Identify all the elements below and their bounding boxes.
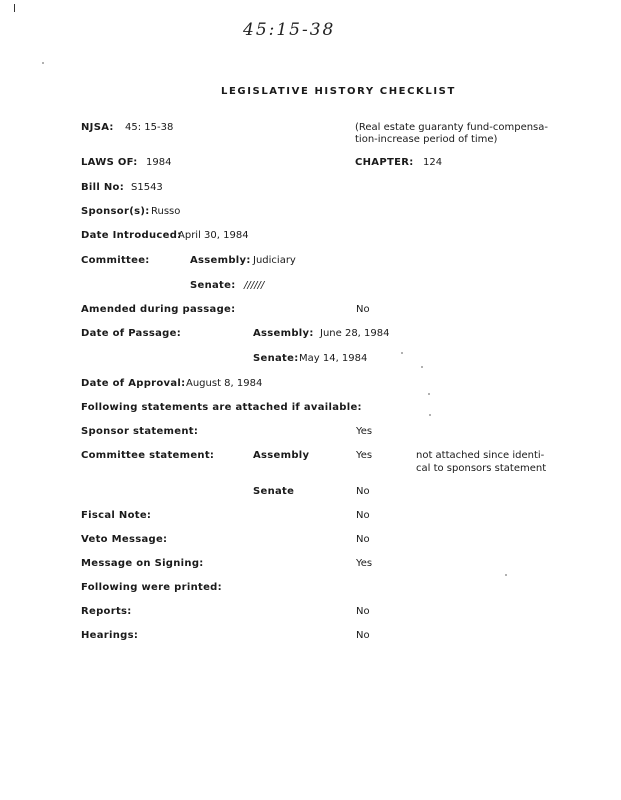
bill-no-value: S1543 <box>131 182 163 193</box>
date-of-approval-value: August 8, 1984 <box>186 378 263 389</box>
veto-message-label: Veto Message: <box>81 534 168 545</box>
sponsor-statement-label: Sponsor statement: <box>81 426 199 437</box>
sponsor-statement-value: Yes <box>356 426 373 437</box>
committee-label: Committee: <box>81 255 150 266</box>
passage-senate-label: Senate: <box>253 353 299 364</box>
committee-assembly-value: Judiciary <box>253 255 296 266</box>
following-attached-heading: Following statements are attached if available: <box>81 402 362 413</box>
committee-statement-assembly-value: Yes <box>356 450 373 461</box>
message-on-signing-label: Message on Signing: <box>81 558 204 569</box>
njsa-label: NJSA: <box>81 122 114 133</box>
following-printed-heading: Following were printed: <box>81 582 222 593</box>
committee-statement-senate-label: Senate <box>253 486 295 497</box>
date-introduced-value: April 30, 1984 <box>178 230 249 241</box>
njsa-value: 45: 15-38 <box>125 122 174 133</box>
page-title: LEGISLATIVE HISTORY CHECKLIST <box>221 86 456 97</box>
sponsors-value: Russo <box>151 206 181 217</box>
fiscal-note-label: Fiscal Note: <box>81 510 152 521</box>
scan-speck <box>42 62 44 64</box>
description-line-1: (Real estate guaranty fund-compensa- <box>355 122 549 133</box>
committee-senate-label: Senate: <box>190 280 236 291</box>
committee-statement-assembly-label: Assembly <box>253 450 310 461</box>
laws-of-label: LAWS OF: <box>81 157 138 168</box>
committee-statement-label: Committee statement: <box>81 450 215 461</box>
hearings-value: No <box>356 630 370 641</box>
committee-statement-senate-value: No <box>356 486 370 497</box>
scan-speck <box>429 414 431 416</box>
committee-assembly-label: Assembly: <box>190 255 251 266</box>
reports-value: No <box>356 606 370 617</box>
committee-statement-note-line-1: not attached since identi- <box>416 450 545 461</box>
scan-speck <box>505 574 507 576</box>
chapter-value: 124 <box>423 157 443 168</box>
handwritten-reference: 45:15-38 <box>243 20 336 40</box>
laws-of-value: 1984 <box>146 157 172 168</box>
message-on-signing-value: Yes <box>356 558 373 569</box>
scan-speck <box>401 352 403 354</box>
veto-message-value: No <box>356 534 370 545</box>
scan-speck <box>428 393 430 395</box>
reports-label: Reports: <box>81 606 132 617</box>
passage-assembly-label: Assembly: <box>253 328 314 339</box>
margin-tick <box>14 4 15 12</box>
bill-no-label: Bill No: <box>81 182 125 193</box>
hearings-label: Hearings: <box>81 630 139 641</box>
fiscal-note-value: No <box>356 510 370 521</box>
sponsors-label: Sponsor(s): <box>81 206 150 217</box>
passage-senate-value: May 14, 1984 <box>299 353 368 364</box>
committee-statement-note-line-2: cal to sponsors statement <box>416 463 547 474</box>
amended-label: Amended during passage: <box>81 304 236 315</box>
scan-speck <box>421 366 423 368</box>
date-of-passage-label: Date of Passage: <box>81 328 181 339</box>
amended-value: No <box>356 304 370 315</box>
passage-assembly-value: June 28, 1984 <box>320 328 390 339</box>
chapter-label: CHAPTER: <box>355 157 414 168</box>
description-line-2: tion-increase period of time) <box>355 134 498 145</box>
date-of-approval-label: Date of Approval: <box>81 378 186 389</box>
committee-senate-value: ////// <box>244 280 265 291</box>
date-introduced-label: Date Introduced: <box>81 230 182 241</box>
